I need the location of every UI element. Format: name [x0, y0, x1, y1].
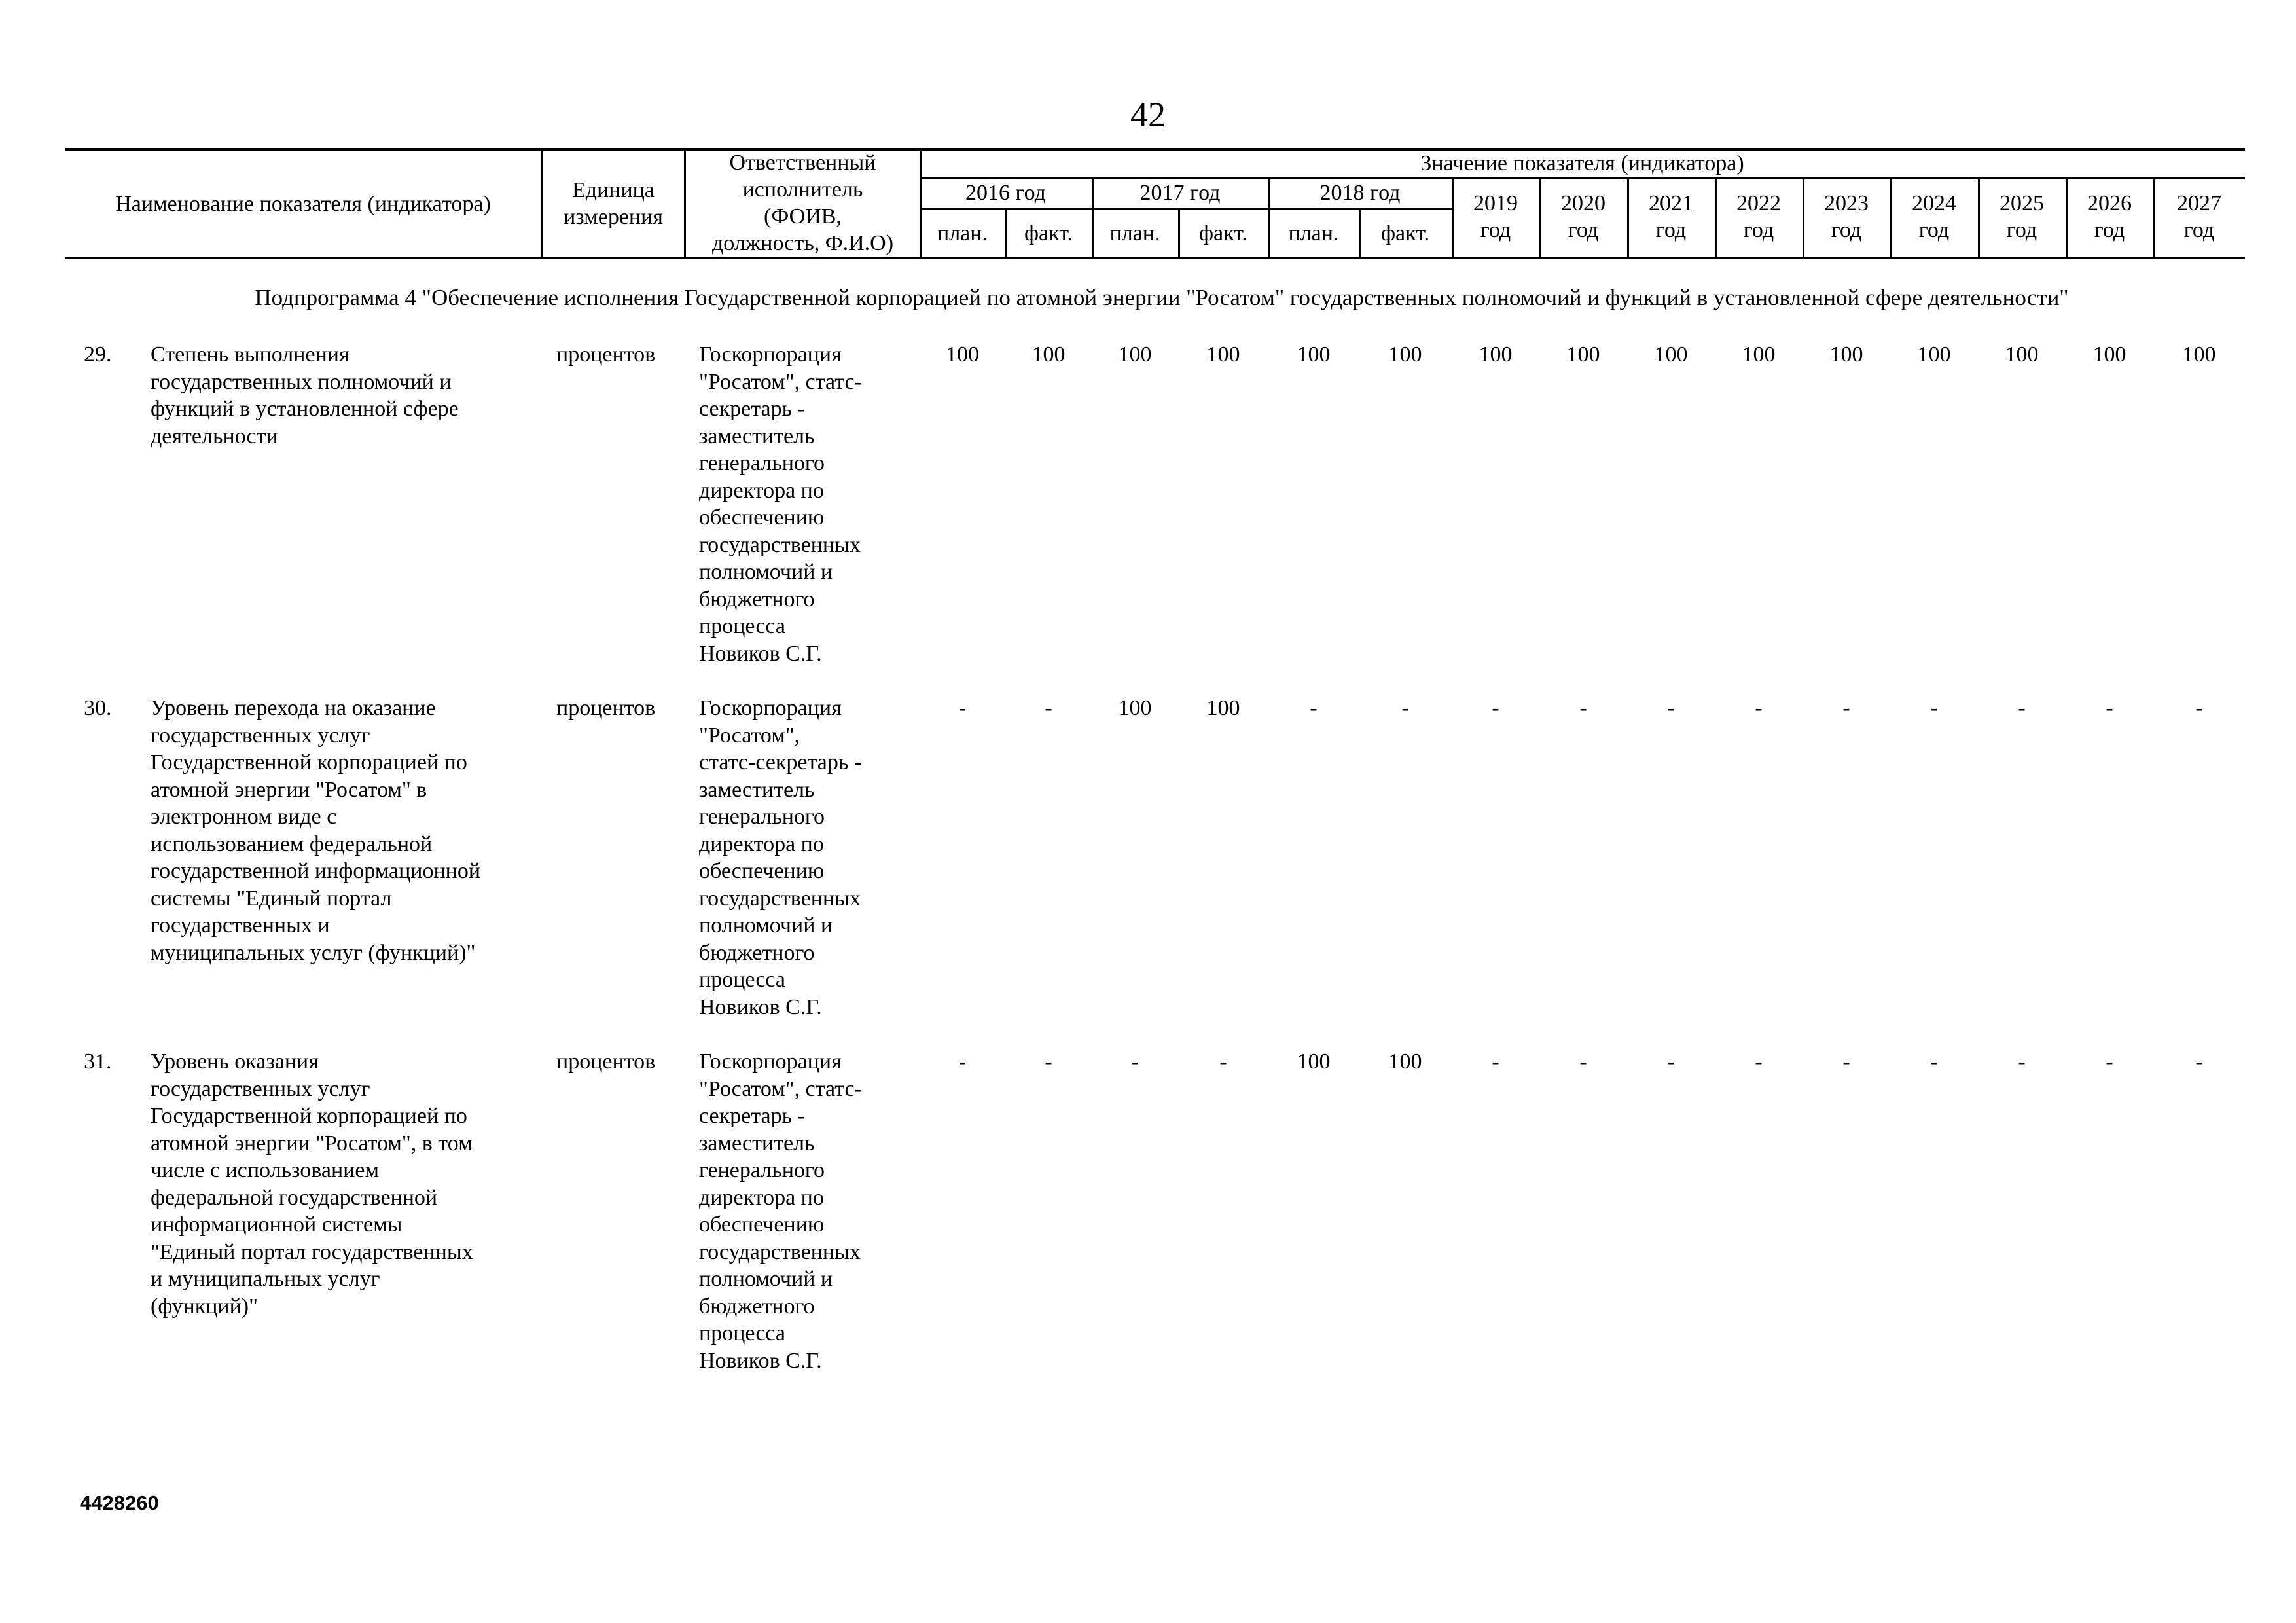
value-cell: - [1667, 696, 1675, 720]
header-year-single [2153, 190, 2245, 244]
value-cell: 100 [1479, 342, 1513, 367]
responsible [699, 695, 895, 1021]
text-line: "Росатом", статс- [699, 1076, 862, 1101]
text-line: деятельности [151, 424, 278, 448]
year-suffix: год [2183, 218, 2215, 242]
value-cell: - [1579, 1049, 1587, 1074]
value-cell: 100 [1917, 342, 1951, 367]
header-year-single [2066, 190, 2153, 244]
header-year-2017: 2017 год [1139, 181, 1221, 205]
text-line: муниципальных услуг (функций)" [151, 940, 476, 965]
value-cell: - [2018, 1049, 2026, 1074]
value-cell: - [958, 696, 967, 720]
text-line: "Росатом", [699, 723, 800, 748]
text-line: процесса [699, 614, 786, 638]
value-cell: - [2195, 696, 2203, 720]
table-row [0, 695, 2296, 1022]
header-resp-line: исполнитель [742, 177, 863, 202]
value-cell: 100 [1654, 342, 1688, 367]
value-cell: - [1401, 696, 1409, 720]
text-line: обеспечению [699, 859, 825, 883]
value-cell: - [2106, 696, 2113, 720]
text-line: Госкорпорация [699, 1049, 842, 1074]
header-fact: факт. [1024, 221, 1073, 246]
header-year-single [1715, 190, 1803, 244]
text-line: заместитель [699, 777, 815, 802]
value-cell: - [1492, 1049, 1499, 1074]
value-cell: 100 [1297, 1049, 1331, 1074]
year-suffix: год [2006, 218, 2037, 242]
text-line: процесса [699, 1321, 786, 1345]
value-cell: - [1310, 696, 1318, 720]
value-cell: - [1755, 696, 1763, 720]
text-line: бюджетного [699, 587, 815, 611]
text-line: Новиков С.Г. [699, 1348, 822, 1373]
year-number: 2025 [2000, 191, 2044, 215]
header-year-single [1978, 190, 2066, 244]
header-resp-line: должность, Ф.И.О) [711, 231, 894, 255]
text-line: директора по [699, 478, 824, 503]
text-line: Государственной корпорацией по [151, 750, 467, 775]
table-header [0, 0, 2296, 262]
year-number: 2022 [1736, 191, 1781, 215]
header-unit [543, 177, 684, 230]
value-cell: - [1930, 1049, 1938, 1074]
header-year-single [1627, 190, 1715, 244]
value-cell: 100 [1829, 342, 1863, 367]
value-cell: - [2018, 696, 2026, 720]
text-line: генерального [699, 805, 825, 829]
text-line: "Росатом", статс- [699, 369, 862, 394]
year-suffix: год [1918, 218, 1950, 242]
year-number: 2021 [1649, 191, 1693, 215]
text-line: Уровень перехода на оказание [151, 696, 436, 720]
text-line: полномочий и [699, 560, 833, 584]
indicator-name [151, 1048, 543, 1320]
text-line: государственных [699, 1239, 861, 1264]
indicator-name [151, 341, 543, 450]
table-row [0, 341, 2296, 668]
text-line: секретарь - [699, 397, 805, 421]
header-plan: план. [1109, 221, 1160, 246]
text-line: государственных полномочий и [151, 369, 452, 394]
text-line: атомной энергии "Росатом" в [151, 777, 427, 802]
header-fact: факт. [1381, 221, 1429, 246]
value-cell: 100 [2182, 342, 2216, 367]
year-number: 2020 [1561, 191, 1605, 215]
value-cell: 100 [1118, 342, 1152, 367]
indicator-name [151, 695, 543, 966]
text-line: государственных услуг [151, 1076, 370, 1101]
text-line: государственной информационной [151, 859, 481, 883]
row-number: 31. [84, 1049, 112, 1074]
value-cell: - [1045, 1049, 1052, 1074]
text-line: заместитель [699, 1131, 815, 1156]
year-suffix: год [1568, 218, 1599, 242]
text-line: государственных [699, 532, 861, 557]
value-cell: - [1842, 696, 1850, 720]
header-year-single [1803, 190, 1890, 244]
text-line: Новиков С.Г. [699, 994, 822, 1019]
value-cell: - [2195, 1049, 2203, 1074]
value-cell: - [1045, 696, 1052, 720]
text-line: Госкорпорация [699, 696, 842, 720]
text-line: использованием федеральной [151, 831, 433, 856]
year-suffix: год [1480, 218, 1511, 242]
text-line: генерального [699, 1158, 825, 1182]
page-number: 42 [1130, 95, 1166, 134]
year-suffix: год [2094, 218, 2125, 242]
header-year-2016: 2016 год [965, 181, 1046, 205]
value-cell: 100 [1297, 342, 1331, 367]
unit: процентов [556, 342, 656, 367]
text-line: функций в установленной сфере [151, 397, 459, 421]
responsible [699, 1048, 895, 1374]
text-line: полномочий и [699, 913, 833, 938]
text-line: директора по [699, 1185, 824, 1210]
year-suffix: год [1831, 218, 1862, 242]
text-line: федеральной государственной [151, 1185, 438, 1210]
value-cell: - [1219, 1049, 1227, 1074]
responsible [699, 341, 895, 667]
text-line: статс-секретарь - [699, 750, 862, 775]
table-row [0, 1048, 2296, 1376]
text-line: Степень выполнения [151, 342, 350, 367]
text-line: государственных [699, 886, 861, 911]
year-number: 2023 [1824, 191, 1869, 215]
year-suffix: год [1743, 218, 1774, 242]
text-line: процесса [699, 968, 786, 992]
value-cell: 100 [1206, 342, 1240, 367]
value-cell: 100 [2092, 342, 2126, 367]
value-cell: - [1131, 1049, 1139, 1074]
subprogram-title: Подпрограмма 4 "Обеспечение исполнения Государственной корпорацией по атомной энергии "Росатом" государственных полномочий и функций в установленной сфере деятельности" [255, 285, 2069, 310]
text-line: бюджетного [699, 940, 815, 965]
text-line: государственных и [151, 913, 330, 938]
value-cell: 100 [1031, 342, 1066, 367]
value-cell: - [1667, 1049, 1675, 1074]
year-number: 2019 [1473, 191, 1518, 215]
header-values-group: Значение показателя (индикатора) [1420, 151, 1744, 175]
value-cell: - [1579, 696, 1587, 720]
text-line: "Единый портал государственных [151, 1239, 473, 1264]
text-line: Уровень оказания [151, 1049, 319, 1074]
header-resp-line: Ответственный [729, 151, 876, 175]
text-line: Новиков С.Г. [699, 641, 822, 666]
text-line: заместитель [699, 424, 815, 448]
header-fact: факт. [1199, 221, 1247, 246]
text-line: секретарь - [699, 1104, 805, 1128]
value-cell: - [1492, 696, 1499, 720]
unit: процентов [556, 1049, 656, 1074]
text-line: системы "Единый портал [151, 886, 392, 911]
header-resp-line: (ФОИВ, [764, 204, 842, 228]
value-cell: - [2106, 1049, 2113, 1074]
value-cell: 100 [1742, 342, 1776, 367]
text-line: Государственной корпорацией по [151, 1104, 467, 1128]
value-cell: 100 [1388, 1049, 1422, 1074]
value-cell: - [958, 1049, 967, 1074]
header-year-single [1452, 190, 1539, 244]
value-cell: 100 [1388, 342, 1422, 367]
header-unit-line: Единица [572, 178, 655, 202]
value-cell: 100 [2005, 342, 2039, 367]
text-line: числе с использованием [151, 1158, 379, 1182]
header-bottom-rule [65, 257, 2245, 259]
header-unit-line: измерения [564, 205, 663, 229]
planfact-top-rule [920, 208, 1452, 210]
row-number: 30. [84, 696, 112, 720]
header-indicator-name: Наименование показателя (индикатора) [115, 192, 491, 216]
text-line: директора по [699, 831, 824, 856]
value-cell: - [1755, 1049, 1763, 1074]
header-year-single [1890, 190, 1978, 244]
text-line: государственных услуг [151, 723, 370, 748]
text-line: обеспечению [699, 505, 825, 530]
text-line: бюджетного [699, 1294, 815, 1319]
unit: процентов [556, 696, 656, 720]
row-number: 29. [84, 342, 112, 367]
header-plan: план. [937, 221, 988, 246]
text-line: Госкорпорация [699, 342, 842, 367]
year-number: 2027 [2177, 191, 2221, 215]
document-code: 4428260 [80, 1491, 159, 1514]
header-year-2018: 2018 год [1319, 181, 1401, 205]
value-cell: - [1930, 696, 1938, 720]
text-line: генерального [699, 451, 825, 475]
header-plan: план. [1288, 221, 1339, 246]
text-line: обеспечению [699, 1213, 825, 1237]
year-suffix: год [1655, 218, 1687, 242]
text-line: и муниципальных услуг [151, 1267, 380, 1291]
year-number: 2024 [1912, 191, 1956, 215]
text-line: полномочий и [699, 1267, 833, 1291]
text-line: (функций)" [151, 1294, 259, 1319]
year-number: 2026 [2087, 191, 2132, 215]
value-cell: 100 [1566, 342, 1600, 367]
value-cell: 100 [1206, 696, 1240, 720]
text-line: атомной энергии "Росатом", в том [151, 1131, 473, 1156]
header-responsible [686, 149, 920, 257]
text-line: электронном виде с [151, 805, 337, 829]
value-cell: - [1842, 1049, 1850, 1074]
value-cell: 100 [946, 342, 979, 367]
header-year-single [1539, 190, 1627, 244]
text-line: информационной системы [151, 1213, 403, 1237]
value-cell: 100 [1118, 696, 1152, 720]
